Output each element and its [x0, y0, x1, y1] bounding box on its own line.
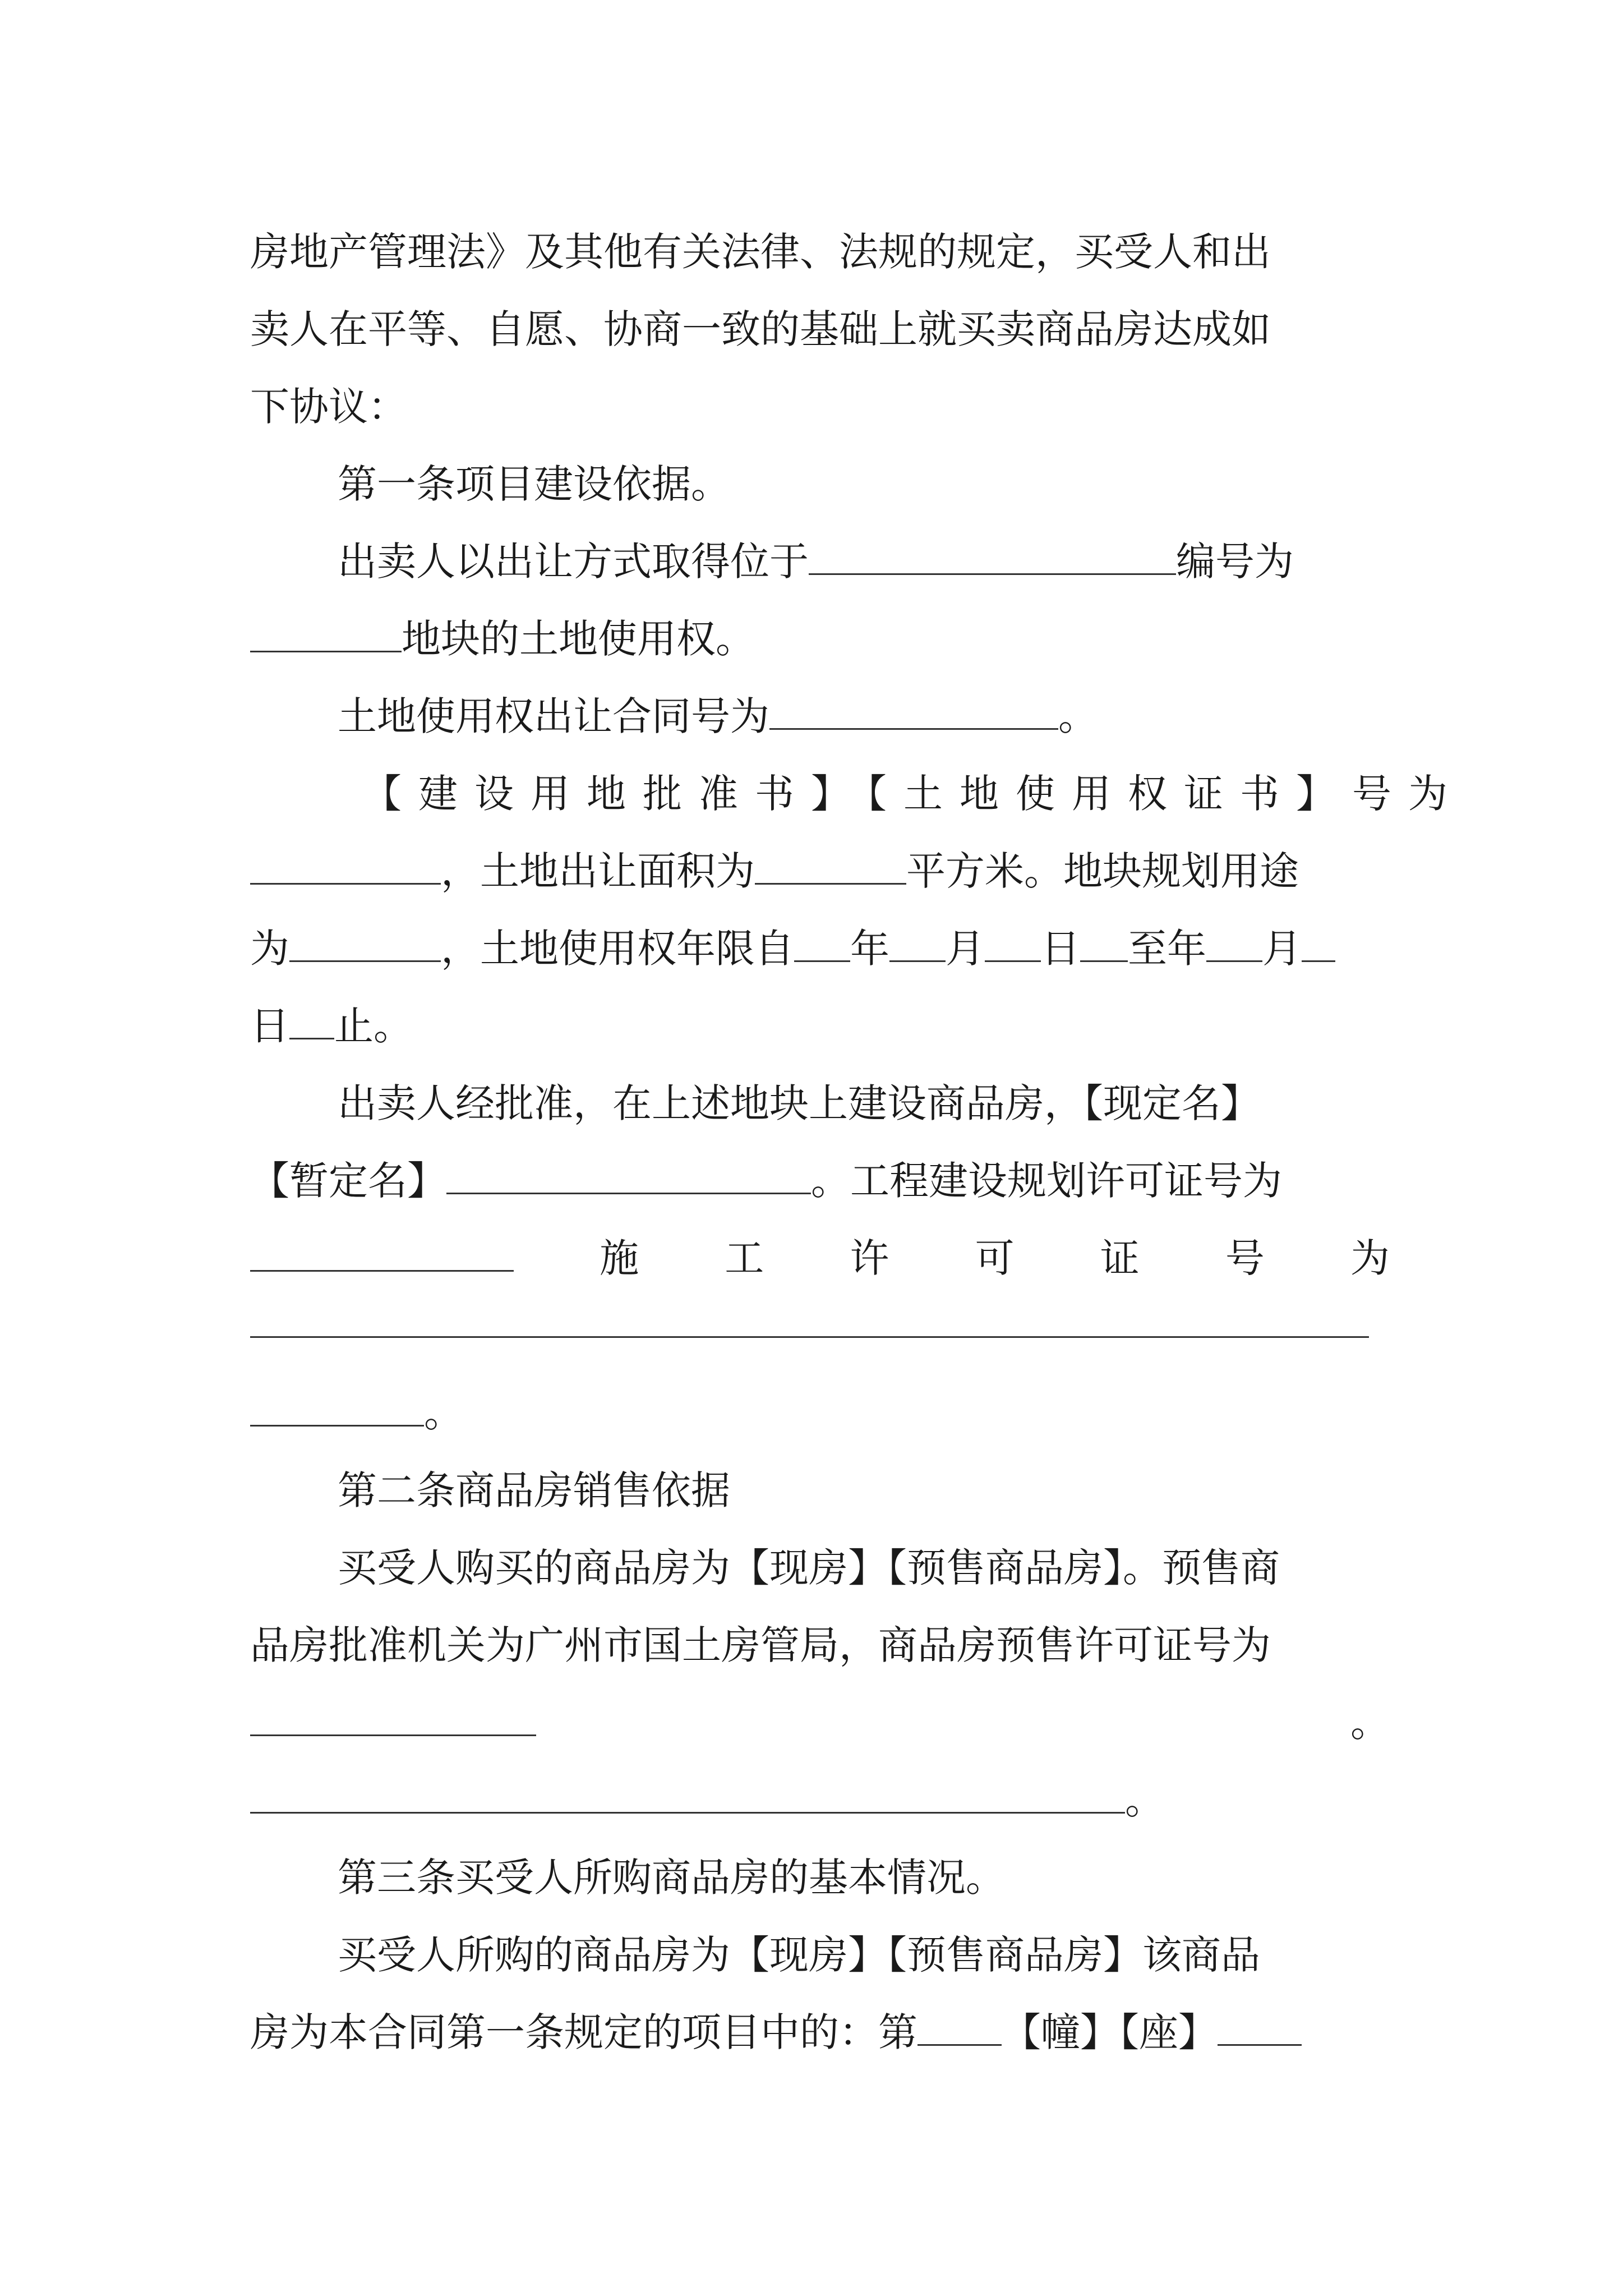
text: 。 — [424, 1390, 463, 1436]
text-line — [250, 600, 1390, 678]
start-month-blank[interactable] — [889, 926, 946, 962]
article-3-title — [250, 1839, 1390, 1916]
text-line — [250, 1220, 1390, 1297]
text: 可 — [975, 1235, 1015, 1281]
text: 平方米。地块规划用途 — [906, 848, 1299, 894]
text-line — [250, 1916, 1390, 1994]
project-name-blank[interactable] — [446, 1158, 811, 1194]
text: 【暂定名】 — [250, 1158, 446, 1204]
text-line — [250, 910, 1390, 987]
article-2-title — [250, 1452, 1390, 1529]
text-line — [250, 1607, 1390, 1684]
text-line — [250, 1374, 1390, 1452]
text: 下协议： — [250, 384, 407, 430]
heading: 第三条买受人所购商品房的基本情况。 — [338, 1855, 1005, 1901]
text: 日 — [1041, 926, 1080, 972]
transfer-contract-number-blank[interactable] — [769, 693, 1058, 730]
text-line — [250, 1142, 1390, 1220]
text: 证 — [1100, 1235, 1140, 1281]
construction-permit-number-blank-cont[interactable] — [250, 1390, 424, 1427]
text: 【建设用地批准书】【土地使用权证书】 — [362, 771, 1352, 817]
end-month-blank[interactable] — [1206, 926, 1262, 962]
building-number-blank[interactable] — [917, 2009, 1002, 2046]
text: 。 — [1058, 693, 1098, 739]
text: 买受人所购的商品房为【现房】【预售商品房】该商品 — [338, 1932, 1260, 1978]
article-1-title — [250, 445, 1390, 523]
text-line — [250, 1761, 1390, 1839]
text: 卖人在平等、自愿、协商一致的基础上就买卖商品房达成如 — [250, 306, 1271, 352]
contract-page — [250, 213, 1464, 2071]
planning-permit-number-blank[interactable] — [250, 1235, 514, 1272]
text-line — [250, 1994, 1390, 2071]
text: 土地使用权出让合同号为 — [338, 693, 769, 739]
text-line — [250, 368, 1390, 445]
presale-permit-number-blank-cont[interactable] — [250, 1777, 1125, 1814]
text: 出卖人经批准，在上述地块上建设商品房，【现定名】 — [338, 1080, 1260, 1126]
text: 。 — [1350, 1700, 1390, 1746]
text: 房地产管理法》及其他有关法律、法规的规定，买受人和出 — [250, 229, 1271, 275]
presale-permit-number-blank[interactable] — [250, 1700, 536, 1736]
text: 地块的土地使用权。 — [402, 616, 755, 662]
unit-blank[interactable] — [1218, 2009, 1302, 2046]
text: 。工程建设规划许可证号为 — [811, 1158, 1282, 1204]
text: 房为本合同第一条规定的项目中的：第 — [250, 2009, 917, 2055]
text-line — [250, 523, 1390, 600]
text: 月 — [1262, 926, 1302, 972]
text-line — [250, 755, 1464, 832]
land-area-blank[interactable] — [755, 848, 906, 885]
text: 品房批准机关为广州市国土房管局，商品房预售许可证号为 — [250, 1622, 1271, 1668]
end-year-blank[interactable] — [1080, 926, 1128, 962]
text-line — [250, 987, 1390, 1065]
text: 年 — [850, 926, 889, 972]
text-line — [250, 1065, 1390, 1142]
text: 至年 — [1128, 926, 1206, 972]
text: 号为 — [1352, 771, 1464, 817]
end-day-blank-cont[interactable] — [289, 1003, 334, 1039]
end-day-blank[interactable] — [1302, 926, 1335, 962]
certificate-number-blank[interactable] — [250, 848, 441, 885]
text-line — [250, 1684, 1390, 1761]
text-line — [250, 213, 1390, 291]
land-location-blank[interactable] — [809, 539, 1176, 575]
heading: 第二条商品房销售依据 — [338, 1467, 730, 1513]
text: 许 — [850, 1235, 889, 1281]
text-line — [250, 1529, 1390, 1607]
text: 为 — [1350, 1235, 1390, 1281]
text: ，土地出让面积为 — [441, 848, 755, 894]
text: 。 — [1125, 1777, 1164, 1823]
construction-permit-number-blank[interactable] — [250, 1336, 1369, 1338]
text: 编号为 — [1176, 539, 1294, 585]
plot-number-blank[interactable] — [250, 616, 402, 652]
text: 【幢】【座】 — [1002, 2009, 1218, 2055]
land-use-blank[interactable] — [289, 926, 441, 962]
text: 止。 — [334, 1003, 413, 1049]
start-year-blank[interactable] — [794, 926, 850, 962]
text-line — [250, 291, 1390, 368]
text: 施 — [600, 1235, 639, 1281]
text: 号 — [1225, 1235, 1265, 1281]
heading: 第一条项目建设依据。 — [338, 461, 730, 507]
text-line — [250, 832, 1390, 910]
text: 出卖人以出让方式取得位于 — [338, 539, 809, 585]
text: ，土地使用权年限自 — [441, 926, 794, 972]
start-day-blank[interactable] — [985, 926, 1041, 962]
text: 日 — [250, 1003, 289, 1049]
text: 为 — [250, 926, 289, 972]
text: 买受人购买的商品房为【现房】【预售商品房】。预售商 — [338, 1545, 1280, 1591]
text-line — [250, 678, 1390, 755]
text: 工 — [725, 1235, 764, 1281]
text: 月 — [946, 926, 985, 972]
text-line — [250, 1297, 1390, 1374]
